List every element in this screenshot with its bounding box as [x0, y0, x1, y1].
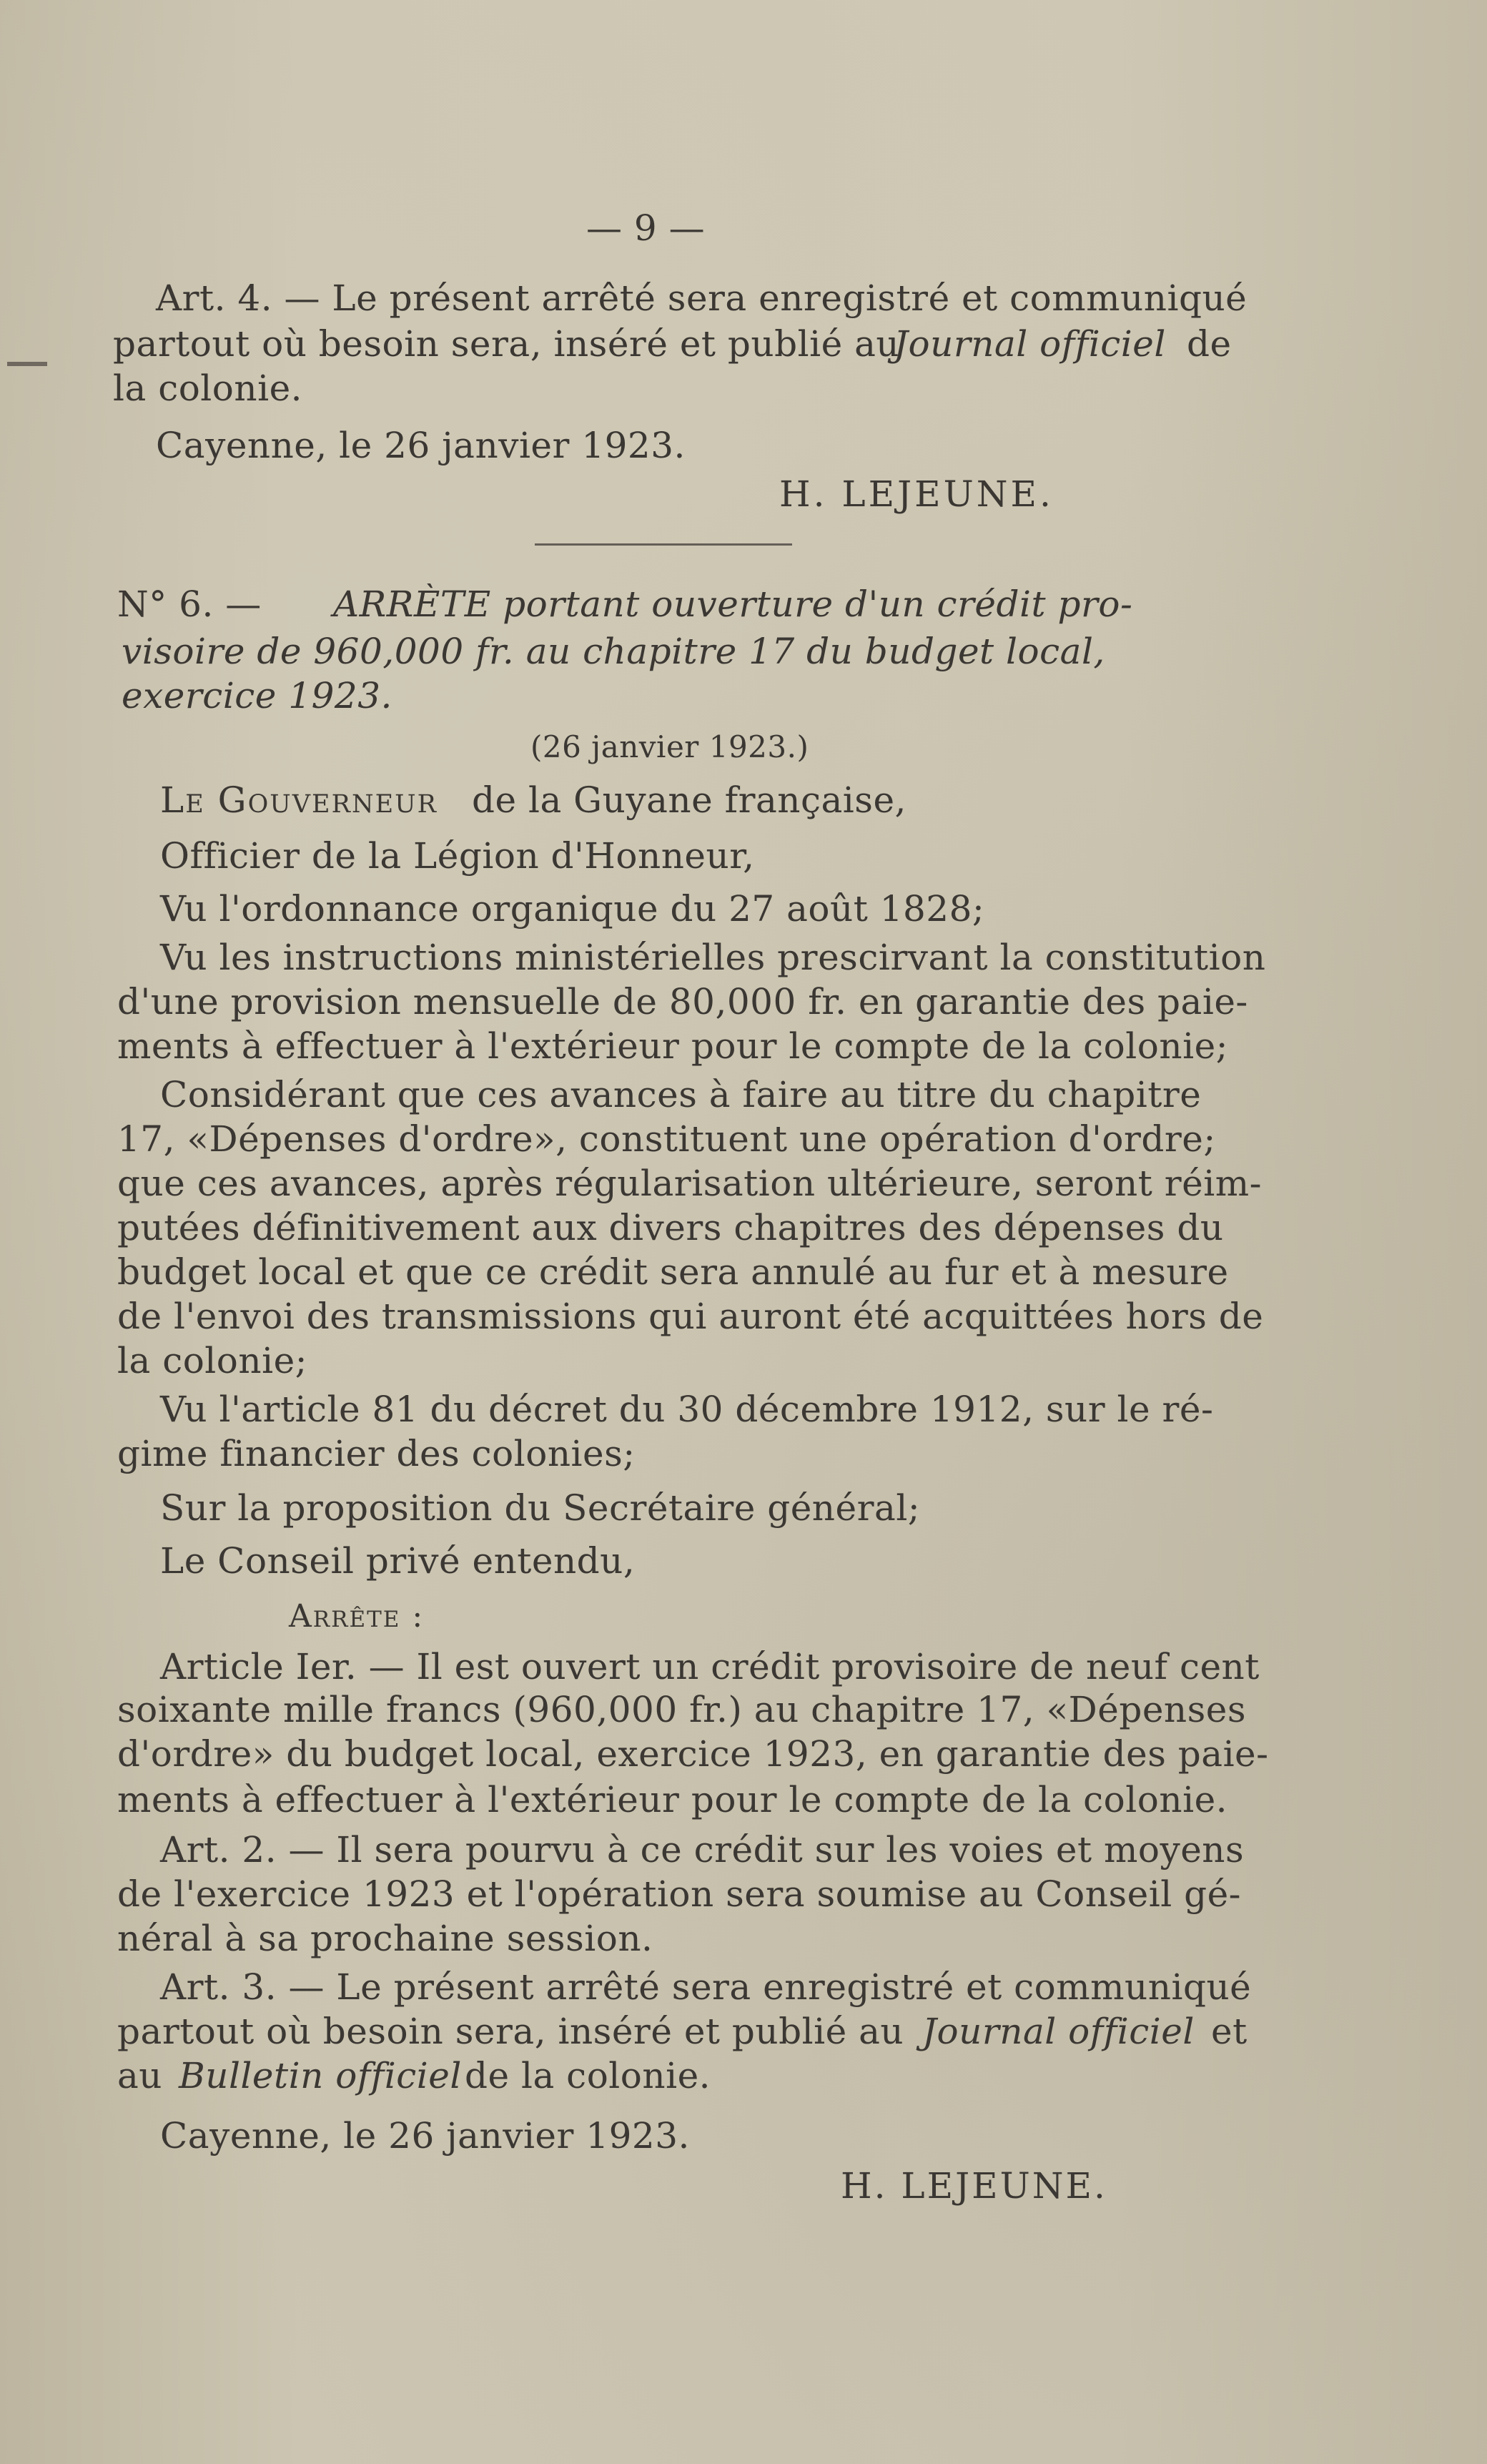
heading-line: exercice 1923. — [122, 675, 392, 716]
heading-date-line: (26 janvier 1923.) — [530, 729, 809, 764]
text-line: la colonie. — [113, 368, 303, 409]
text-line: Vu les instructions ministérielles prescirvant la constitution — [160, 937, 1266, 978]
text-line: néral à sa prochaine session. — [117, 1918, 653, 1959]
heading-line: visoire de 960,000 fr. au chapitre 17 du budget local, — [122, 631, 1105, 672]
date-line: Cayenne, le 26 janvier 1923. — [160, 2115, 690, 2157]
heading-line: N° 6. — ARRÈTE portant ouverture d'un crédit pro- — [117, 583, 1133, 625]
page-number-line — [0, 204, 1487, 252]
text-line: budget local et que ce crédit sera annulé au fur et à mesure — [117, 1251, 1229, 1293]
text-line: Officier de la Légion d'Honneur, — [160, 835, 755, 877]
text-line: la colonie; — [117, 1340, 308, 1381]
text-line: partout où besoin sera, inséré et publié au Journal officiel de — [113, 323, 1232, 365]
text-line: de l'exercice 1923 et l'opération sera soumise au Conseil gé- — [117, 1873, 1242, 1915]
text-line: que ces avances, après régularisation ultérieure, seront réim- — [117, 1163, 1263, 1204]
date-line: Cayenne, le 26 janvier 1923. — [156, 425, 686, 466]
text-line: au Bulletin officiel de la colonie. — [117, 2055, 711, 2096]
decree-heading: Arrête : — [289, 1598, 425, 1635]
text-line: Art. 4. — Le présent arrêté sera enregistré et communiqué — [156, 277, 1248, 319]
text-line: 17, «Dépenses d'ordre», constituent une opération d'ordre; — [117, 1118, 1216, 1160]
text-line: Art. 3. — Le présent arrêté sera enregistré et communiqué — [160, 1966, 1252, 2008]
text-line: d'une provision mensuelle de 80,000 fr. en garantie des paie- — [117, 981, 1248, 1022]
section-divider — [535, 543, 792, 546]
text-line: Considérant que ces avances à faire au titre du chapitre — [160, 1074, 1202, 1115]
text-line: soixante mille francs (960,000 fr.) au chapitre 17, «Dépenses — [117, 1689, 1247, 1730]
signature: H. LEJEUNE. — [779, 473, 1054, 515]
text-line: Sur la proposition du Secrétaire général; — [160, 1487, 921, 1529]
text-line: gime financier des colonies; — [117, 1433, 636, 1474]
text-line: Art. 2. — Il sera pourvu à ce crédit sur les voies et moyens — [160, 1829, 1245, 1871]
page-number: — 9 — — [586, 207, 706, 249]
signature-line — [0, 2162, 1487, 2209]
text-line: partout où besoin sera, inséré et publié au Journal officiel et — [117, 2011, 1248, 2052]
text-line: Le Conseil privé entendu, — [160, 1540, 636, 1582]
text-line: ments à effectuer à l'extérieur pour le compte de la colonie; — [117, 1025, 1229, 1067]
text-line: Article Ier. — Il est ouvert un crédit provisoire de neuf cent — [160, 1646, 1260, 1687]
text-line: d'ordre» du budget local, exercice 1923, en garantie des paie- — [117, 1733, 1269, 1775]
text-line: ments à effectuer à l'extérieur pour le compte de la colonie. — [117, 1779, 1228, 1820]
text-line: Vu l'ordonnance organique du 27 août 1828; — [160, 888, 985, 930]
signature-line — [0, 470, 1487, 518]
text-line: Vu l'article 81 du décret du 30 décembre 1912, sur le ré- — [160, 1389, 1214, 1430]
text-line: de l'envoi des transmissions qui auront été acquittées hors de — [117, 1296, 1264, 1337]
text-line: Le Gouverneur de la Guyane française, — [160, 779, 906, 821]
signature: H. LEJEUNE. — [841, 2165, 1107, 2207]
text-line: putées définitivement aux divers chapitres des dépenses du — [117, 1207, 1224, 1248]
